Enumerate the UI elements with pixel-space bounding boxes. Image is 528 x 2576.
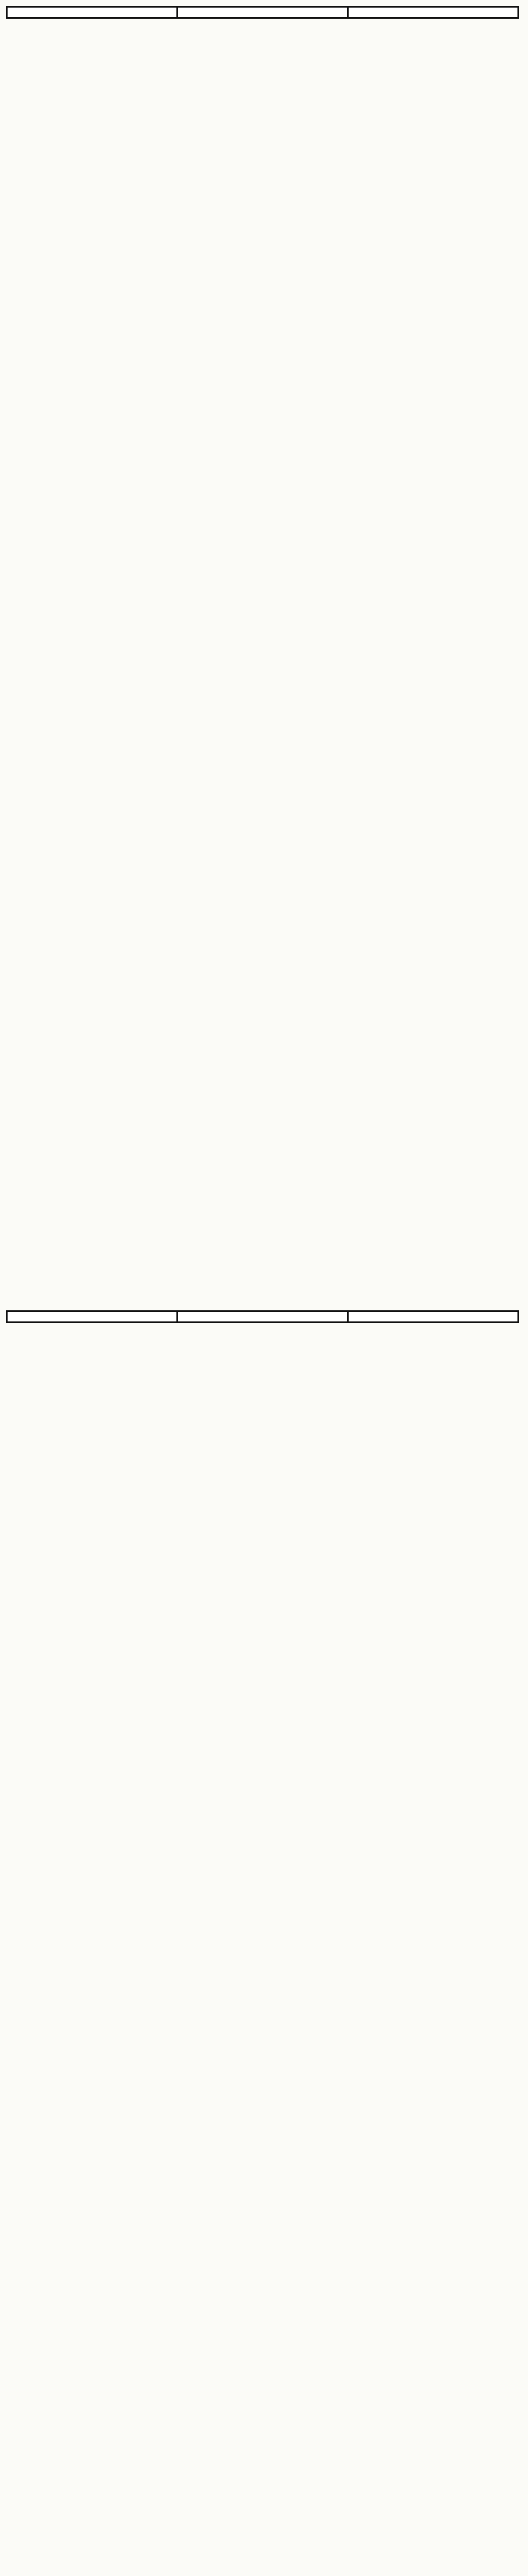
paper2-header (6, 1310, 519, 1323)
paper1-header (6, 6, 519, 19)
